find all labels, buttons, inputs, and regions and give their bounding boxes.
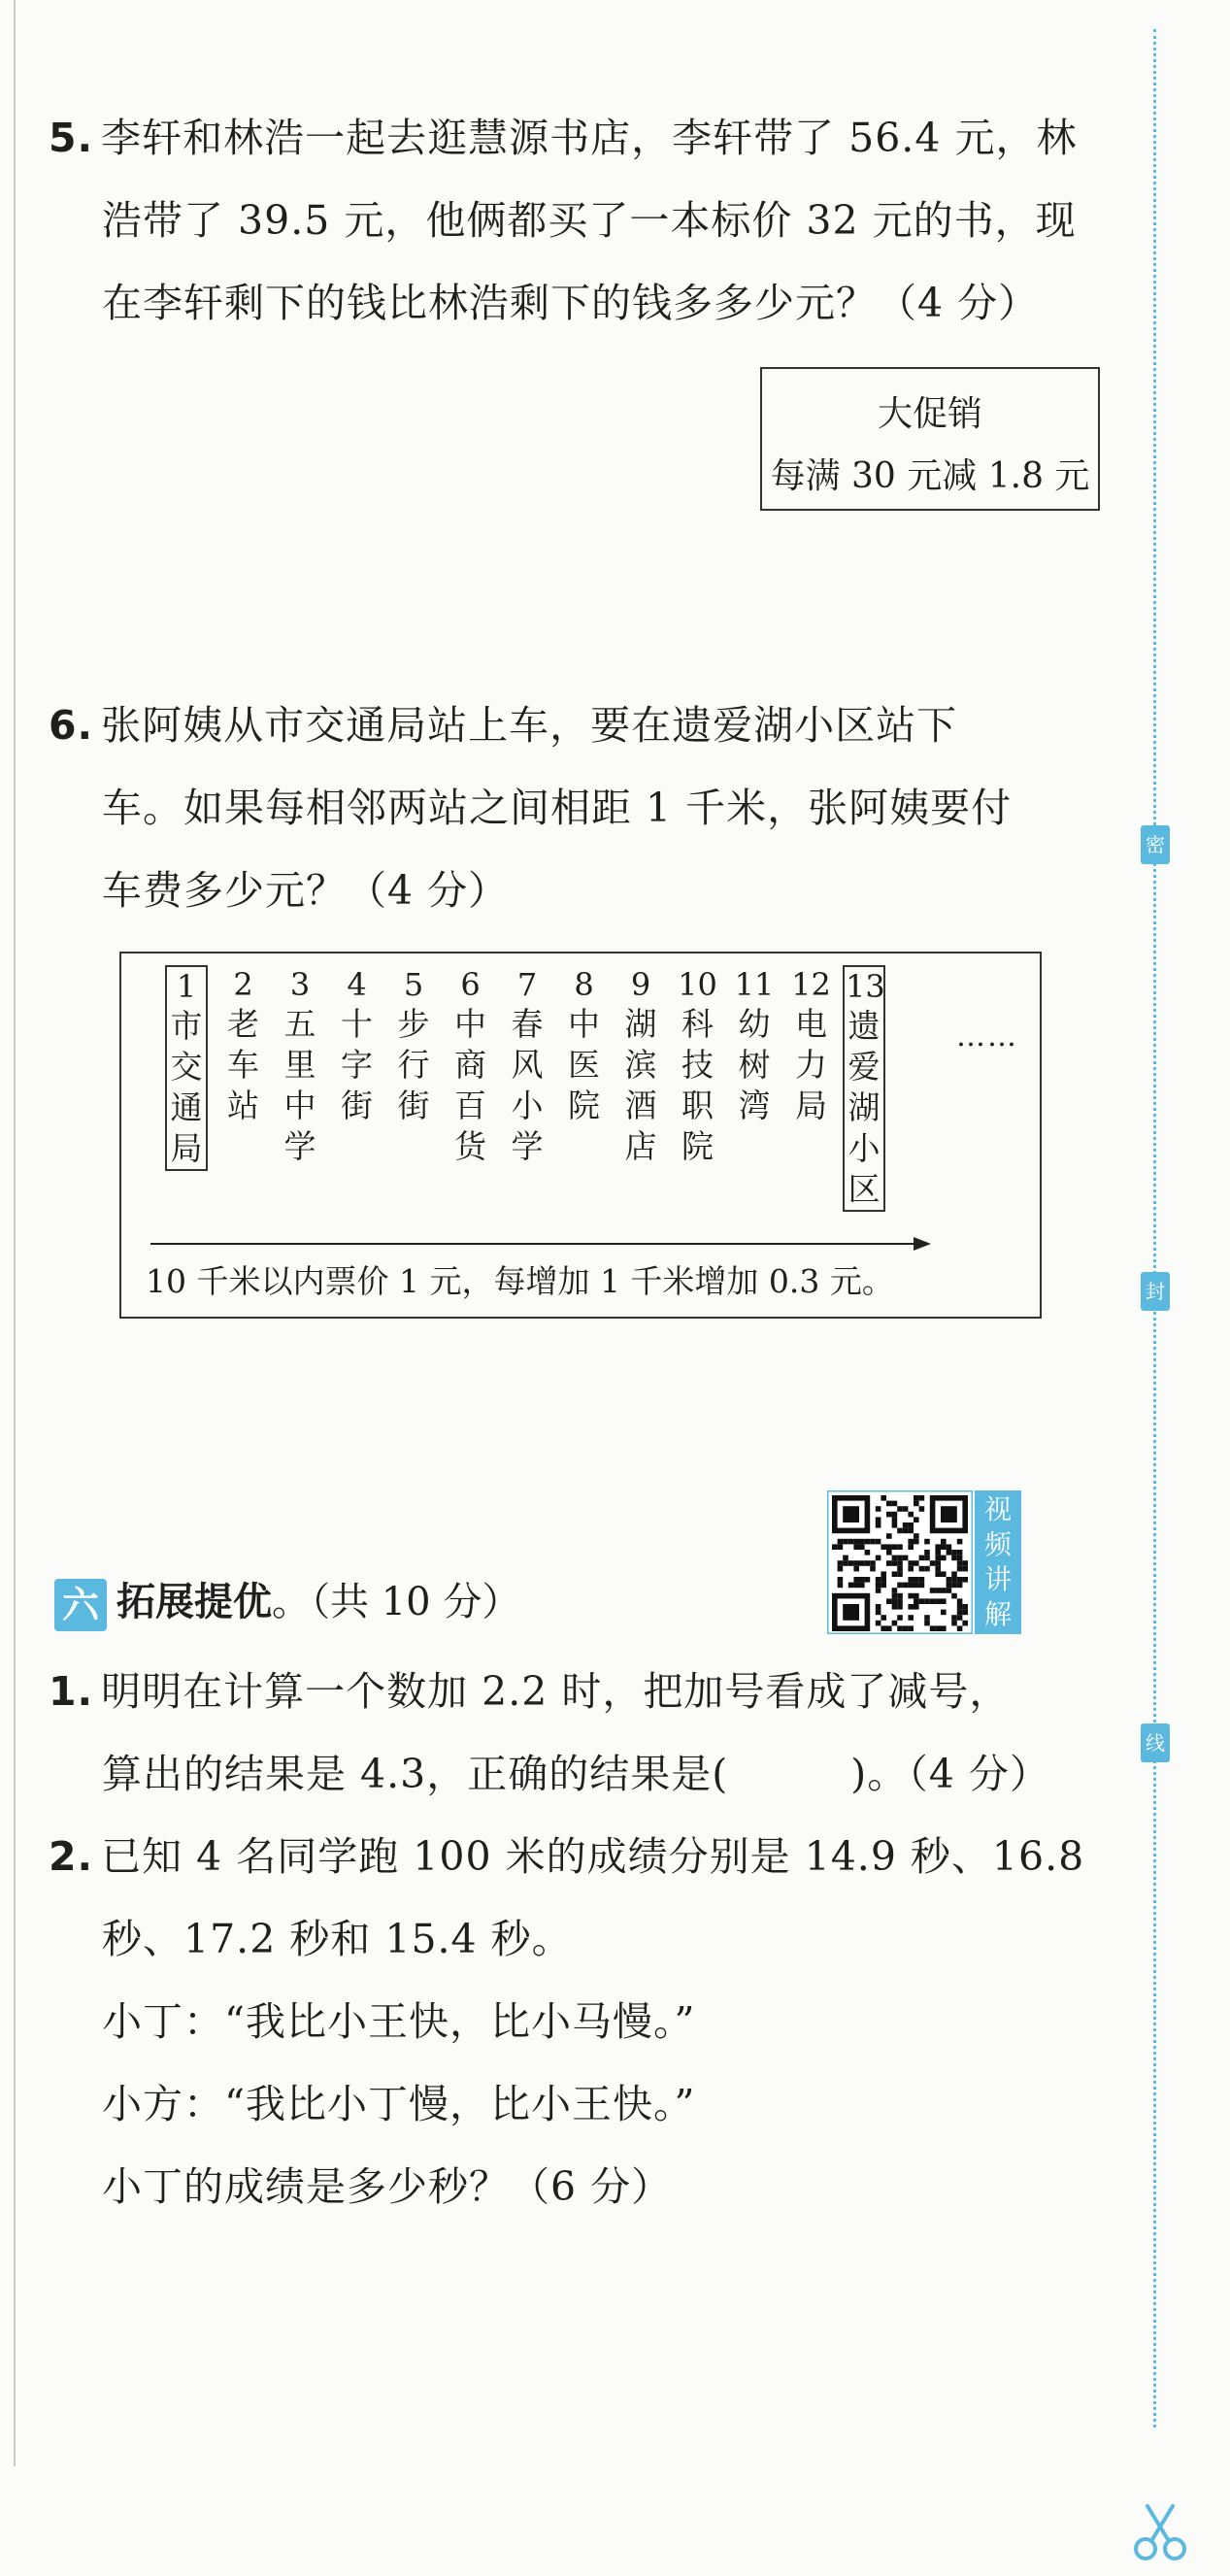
bus-stop bbox=[279, 965, 321, 1167]
problem-5-line-1 bbox=[49, 97, 1126, 180]
question-text: 已知 4 名同学跑 100 米的成绩分别是 14.9 秒、16.8 bbox=[101, 1833, 1085, 1880]
video-tag-char: 讲 bbox=[983, 1563, 1012, 1595]
bus-stop-name-char: 里 bbox=[283, 1046, 316, 1084]
video-tag-char: 视 bbox=[983, 1493, 1012, 1525]
promotion-box bbox=[760, 367, 1100, 511]
left-margin-rule bbox=[14, 0, 16, 2466]
question-1-line-1 bbox=[49, 1651, 1126, 1733]
binding-label-xian: 线 bbox=[1141, 1723, 1170, 1762]
bus-stop-name-char: 局 bbox=[170, 1129, 203, 1167]
binding-label-mi: 密 bbox=[1141, 825, 1170, 864]
bus-stop-name-char: 中 bbox=[454, 1005, 486, 1043]
scissors-icon bbox=[1126, 2500, 1194, 2568]
question-2 bbox=[49, 1816, 1126, 2228]
bus-stop-number: 1 bbox=[176, 968, 197, 1005]
bus-stop-name-char: 老 bbox=[227, 1005, 259, 1043]
bus-stop-name-char: 五 bbox=[283, 1005, 316, 1043]
problem-number: 5. bbox=[49, 115, 94, 161]
bus-stop-name-char: 车 bbox=[227, 1046, 259, 1084]
qr-code-icon bbox=[827, 1490, 973, 1634]
question-2-line-1 bbox=[49, 1816, 1126, 1898]
question-number: 1. bbox=[49, 1668, 94, 1715]
bus-stop-name-char: 院 bbox=[568, 1087, 600, 1124]
bus-stop-name-char: 湖 bbox=[848, 1088, 881, 1126]
problem-number: 6. bbox=[49, 702, 94, 749]
question-2-line-3: 小丁：“我比小王快，比小马慢。” bbox=[102, 1998, 696, 2045]
bus-stop-name-char: 区 bbox=[848, 1170, 881, 1208]
binding-label-feng: 封 bbox=[1141, 1272, 1170, 1311]
bus-stop-name-char: 局 bbox=[795, 1087, 827, 1124]
bus-stop-number: 8 bbox=[574, 966, 594, 1003]
bus-stop-name-char: 百 bbox=[454, 1087, 486, 1124]
bus-stop-name-char: 商 bbox=[454, 1046, 486, 1084]
bus-stop-name-char: 街 bbox=[341, 1087, 373, 1124]
bus-stop-name-char: 春 bbox=[511, 1005, 544, 1043]
question-2-line-5: 小丁的成绩是多少秒？（6 分） bbox=[102, 2163, 673, 2210]
bus-stop-name-char: 技 bbox=[681, 1046, 714, 1084]
bus-stop bbox=[790, 965, 833, 1126]
problem-6 bbox=[49, 685, 1126, 932]
question-2-line-2: 秒、17.2 秒和 15.4 秒。 bbox=[102, 1916, 573, 1962]
bus-stop-name-char: 中 bbox=[283, 1087, 316, 1124]
bus-stop bbox=[336, 965, 379, 1126]
section-6-heading bbox=[54, 1573, 520, 1631]
bus-stop-name-char: 职 bbox=[681, 1087, 714, 1124]
bus-stop bbox=[222, 965, 265, 1126]
problem-6-line-3: 车费多少元？（4 分） bbox=[102, 867, 510, 914]
bus-stop-name-char: 科 bbox=[681, 1005, 714, 1043]
bus-stop-name-char: 步 bbox=[397, 1005, 430, 1043]
bus-stop-name-char: 学 bbox=[511, 1127, 544, 1165]
promotion-text: 每满 30 元减 1.8 元 bbox=[770, 456, 1090, 496]
bus-stop-name-char: 风 bbox=[511, 1046, 544, 1084]
problem-5 bbox=[49, 97, 1126, 345]
route-arrow-line bbox=[150, 1243, 917, 1245]
video-explanation-tag[interactable] bbox=[975, 1490, 1021, 1634]
promotion-title: 大促销 bbox=[877, 394, 982, 434]
bus-stop bbox=[449, 965, 492, 1167]
problem-text: 张阿姨从市交通局站上车，要在遗爱湖小区站下 bbox=[101, 702, 958, 749]
bus-stop-name-char: 交 bbox=[170, 1048, 203, 1086]
bus-stop bbox=[165, 965, 208, 1171]
bus-route-diagram bbox=[119, 952, 1042, 1319]
bus-stop-name-char: 小 bbox=[848, 1129, 881, 1167]
section-badge: 六 bbox=[54, 1579, 107, 1631]
bus-stop-number: 11 bbox=[734, 966, 775, 1003]
bus-stop-number: 13 bbox=[846, 968, 885, 1005]
bus-stop-name-char: 力 bbox=[795, 1046, 827, 1084]
video-tag-char: 频 bbox=[983, 1528, 1012, 1560]
bus-stop bbox=[506, 965, 549, 1167]
bus-stop bbox=[733, 965, 776, 1126]
bus-stop-name-char: 遗 bbox=[848, 1007, 881, 1045]
question-text: 明明在计算一个数加 2.2 时，把加号看成了减号， bbox=[101, 1668, 1011, 1715]
bus-stop bbox=[563, 965, 606, 1126]
bus-stop-name-char: 爱 bbox=[848, 1048, 881, 1086]
question-1 bbox=[49, 1651, 1126, 1816]
bus-stop-name-char: 树 bbox=[738, 1046, 771, 1084]
bus-stop-number: 12 bbox=[791, 966, 831, 1003]
section-title: 拓展提优 bbox=[116, 1580, 272, 1624]
bus-stop-name-char: 电 bbox=[795, 1005, 827, 1043]
bus-stop-name-char: 站 bbox=[227, 1087, 259, 1124]
arrow-right-icon bbox=[914, 1237, 931, 1251]
bus-stop-name-char: 学 bbox=[283, 1127, 316, 1165]
bus-stop-name-char: 十 bbox=[341, 1005, 373, 1043]
bus-stop-name-char: 院 bbox=[681, 1127, 714, 1165]
binding-dotted-line bbox=[1153, 29, 1156, 2427]
bus-stop-name-char: 酒 bbox=[624, 1087, 657, 1124]
bus-stop-name-char: 小 bbox=[511, 1087, 544, 1124]
bus-stop-name-char: 湖 bbox=[624, 1005, 657, 1043]
bus-stop-name-char: 医 bbox=[568, 1046, 600, 1084]
bus-stop-name-char: 行 bbox=[397, 1046, 430, 1084]
bus-stop-number: 4 bbox=[347, 966, 367, 1003]
bus-stop bbox=[677, 965, 719, 1167]
bus-stop-number: 5 bbox=[403, 966, 424, 1003]
bus-stop-name-char: 店 bbox=[624, 1127, 657, 1165]
bus-stop-number: 7 bbox=[516, 966, 538, 1003]
bus-stop bbox=[619, 965, 662, 1167]
bus-stop bbox=[392, 965, 435, 1126]
problem-6-line-1 bbox=[49, 685, 1126, 767]
bus-stop-name-char: 中 bbox=[568, 1005, 600, 1043]
bus-stop-number: 6 bbox=[460, 966, 481, 1003]
problem-5-line-3: 在李轩剩下的钱比林浩剩下的钱多多少元？（4 分） bbox=[102, 280, 1040, 326]
bus-stop-name-char: 幼 bbox=[738, 1005, 771, 1043]
question-number: 2. bbox=[49, 1833, 94, 1880]
bus-stop-number: 2 bbox=[233, 966, 253, 1003]
bus-stop-name-char: 街 bbox=[397, 1087, 430, 1124]
bus-stop-name-char: 通 bbox=[170, 1088, 203, 1126]
question-1-line-2: 算出的结果是 4.3，正确的结果是( )。（4 分） bbox=[102, 1751, 1050, 1797]
bus-stop-number: 3 bbox=[289, 966, 311, 1003]
bus-stop-name-char: 字 bbox=[341, 1046, 373, 1084]
bus-stop-number: 9 bbox=[630, 966, 651, 1003]
problem-6-line-2: 车。如果每相邻两站之间相距 1 千米，张阿姨要付 bbox=[102, 785, 1013, 831]
bus-stop-name-char: 货 bbox=[454, 1127, 486, 1165]
bus-stop-name-char: 滨 bbox=[624, 1046, 657, 1084]
route-ellipsis: …… bbox=[956, 1020, 1018, 1054]
bus-stop bbox=[843, 965, 885, 1212]
problem-text: 李轩和林浩一起去逛慧源书店，李轩带了 56.4 元，林 bbox=[101, 115, 1078, 161]
bus-stop-name-char: 市 bbox=[170, 1007, 203, 1045]
video-tag-char: 解 bbox=[983, 1598, 1012, 1630]
section-suffix: 。（共 10 分） bbox=[272, 1580, 521, 1624]
question-2-line-4: 小方：“我比小丁慢，比小王快。” bbox=[102, 2081, 696, 2127]
bus-stop-number: 10 bbox=[678, 966, 717, 1003]
fare-note: 10 千米以内票价 1 元，每增加 1 千米增加 0.3 元。 bbox=[146, 1262, 894, 1300]
bus-stop-name-char: 湾 bbox=[738, 1087, 771, 1124]
problem-5-line-2: 浩带了 39.5 元，他俩都买了一本标价 32 元的书，现 bbox=[102, 197, 1077, 244]
